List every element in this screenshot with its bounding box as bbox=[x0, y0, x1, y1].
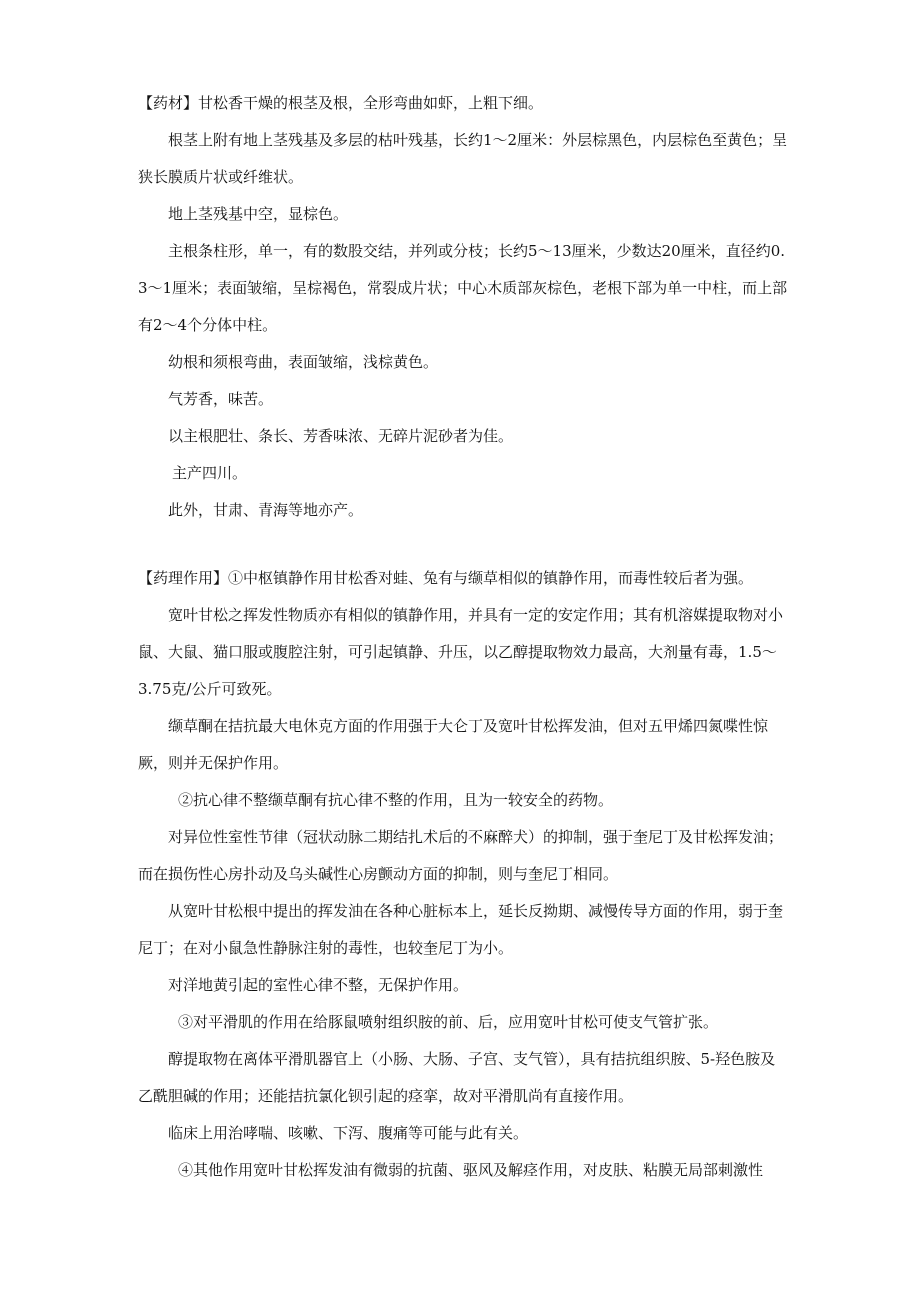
section1-heading-paragraph: 【药材】甘松香干燥的根茎及根，全形弯曲如虾，上粗下细。 bbox=[138, 94, 544, 112]
section2-paragraph-ectopic: 对异位性室性节律（冠状动脉二期结扎术后的不麻醉犬）的抑制，强于奎尼丁及甘松挥发油；而在损伤性心房扑动及乌头碱性心房颤动方面的抑制，则与奎尼丁相同。 bbox=[138, 828, 784, 883]
section1-paragraph-stem: 地上茎残基中空，显棕色。 bbox=[168, 205, 349, 223]
section2-paragraph-clinical: 临床上用治哮喘、咳嗽、下泻、腹痛等可能与此有关。 bbox=[168, 1124, 529, 1142]
section1-paragraph-quality: 以主根肥壮、条长、芳香味浓、无碎片泥砂者为佳。 bbox=[168, 427, 514, 445]
section2-paragraph-smooth-muscle: ③对平滑肌的作用在给豚鼠喷射组织胺的前、后，应用宽叶甘松可使支气管扩张。 bbox=[178, 1013, 719, 1031]
section1-paragraph-rhizome: 根茎上附有地上茎残基及多层的枯叶残基，长约1～2厘米：外层棕黑色，内层棕色至黄色；呈狭长膜质片状或纤维状。 bbox=[138, 131, 788, 186]
section1-paragraph-other-origin: 此外，甘肃、青海等地亦产。 bbox=[168, 501, 364, 519]
section2-paragraph-valerone: 缬草酮在拮抗最大电休克方面的作用强于大仑丁及宽叶甘松挥发油，但对五甲烯四氮喋性惊厥，则并无保护作用。 bbox=[138, 717, 769, 772]
section1-paragraph-odor: 气芳香，味苦。 bbox=[168, 390, 274, 408]
section1-paragraph-main-root: 主根条柱形，单一，有的数股交结，并列或分枝；长约5～13厘米，少数达20厘米，直径约0.3～1厘米；表面皱缩，呈棕褐色，常裂成片状；中心木质部灰棕色，老根下部为单一中柱，而上部有2～4个分体中柱。 bbox=[138, 242, 788, 334]
section2-paragraph-volatile: 宽叶甘松之挥发性物质亦有相似的镇静作用，并具有一定的安定作用；其有机溶媒提取物对小鼠、大鼠、猫口服或腹腔注射，可引起镇静、升压，以乙醇提取物效力最高，大剂量有毒，1.5～3.75克/公斤可致死。 bbox=[138, 606, 784, 698]
section2-paragraph-other-effects: ④其他作用宽叶甘松挥发油有微弱的抗菌、驱风及解痉作用，对皮肤、粘膜无局部刺激性 bbox=[178, 1161, 764, 1179]
section2-paragraph-heart-specimen: 从宽叶甘松根中提出的挥发油在各种心脏标本上，延长反拗期、减慢传导方面的作用，弱于奎尼丁；在对小鼠急性静脉注射的毒性，也较奎尼丁为小。 bbox=[138, 902, 784, 957]
section2-heading-paragraph: 【药理作用】①中枢镇静作用甘松香对蛙、兔有与缬草相似的镇静作用，而毒性较后者为强。 bbox=[138, 569, 754, 587]
section1-paragraph-young-root: 幼根和须根弯曲，表面皱缩，浅棕黄色。 bbox=[168, 353, 439, 371]
section2-paragraph-alcohol-extract: 醇提取物在离体平滑肌器官上（小肠、大肠、子宫、支气管），具有拮抗组织胺、5-羟色胺及乙酰胆碱的作用；还能拮抗氯化钡引起的痉挛，故对平滑肌尚有直接作用。 bbox=[138, 1050, 776, 1105]
section2-paragraph-digitalis: 对洋地黄引起的室性心律不整，无保护作用。 bbox=[168, 976, 469, 994]
section2-paragraph-antiarrhythmic: ②抗心律不整缬草酮有抗心律不整的作用，且为一较安全的药物。 bbox=[178, 791, 614, 809]
section1-paragraph-origin: 主产四川。 bbox=[172, 464, 248, 482]
